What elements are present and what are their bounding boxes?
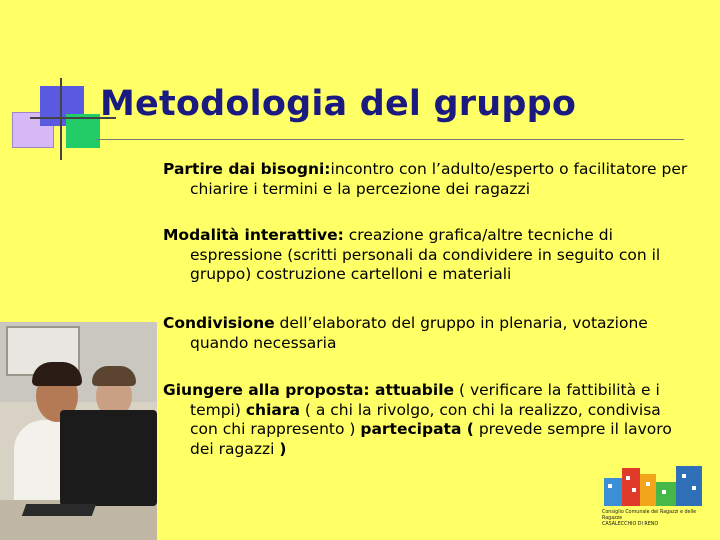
keyboard-icon — [22, 504, 96, 516]
decorative-square-green — [66, 114, 100, 148]
bullet-4-bold-3: partecipata ( — [360, 420, 474, 438]
bullet-4-bold-1: Giungere alla proposta: attuabile — [163, 381, 455, 399]
logo-caption — [602, 510, 708, 528]
bullet-4-text-1: ( verificare la fattibilità e i tempi) — [190, 381, 660, 419]
bullet-4-bold-2: chiara — [245, 400, 300, 419]
students-photo — [0, 322, 157, 540]
bullet-2 — [163, 226, 693, 285]
bullet-1 — [163, 160, 693, 199]
logo-caption-line1: Consiglio Comunale dei Ragazzi e delle Ragazze — [602, 510, 697, 521]
bullet-4-text-3: prevede sempre il lavoro dei ragazzi — [190, 420, 672, 458]
bullet-4 — [163, 381, 693, 459]
bullet-2-bold: Modalità interattive: — [163, 226, 344, 244]
logo-caption-line2: CASALECCHIO DI RENO — [602, 522, 659, 527]
council-logo — [598, 464, 710, 534]
decorative-vertical-line — [60, 78, 62, 160]
computer-monitor-icon — [60, 410, 157, 506]
bullet-3-text: dell’elaborato del gruppo in plenaria, votazione quando necessaria — [190, 314, 648, 352]
bullet-1-text: incontro con l’adulto/esperto o facilitatore per chiarire i termini e la percezione dei ragazzi — [190, 160, 688, 198]
bullet-3 — [163, 314, 693, 353]
slide-title: Metodologia del gruppo — [100, 84, 577, 124]
bullet-4-bold-4: ) — [279, 439, 287, 458]
bullet-2-text: creazione grafica/altre tecniche di espressione (scritti personali da condividere in seguito con il gruppo) costruzione cartelloni e materiali — [190, 226, 661, 283]
bullet-1-bold: Partire dai bisogni: — [163, 160, 331, 178]
bullet-3-bold: Condivisione — [163, 314, 275, 332]
title-underline — [96, 139, 684, 140]
bullet-4-text-2: ( a chi la rivolgo, con chi la realizzo, condivisa con chi rappresento ) — [190, 400, 661, 438]
